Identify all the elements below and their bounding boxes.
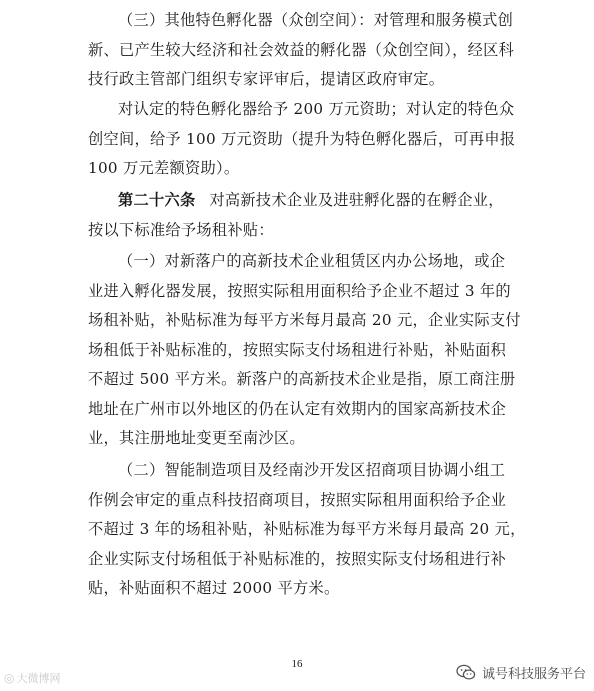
text-line: 新、已产生较大经济和社会效益的孵化器（众创空间），经区科 xyxy=(88,40,515,59)
watermark-left xyxy=(4,670,60,686)
text-line: 业，其注册地址变更至南沙区。 xyxy=(88,429,305,447)
text-line: （三）其他特色孵化器（众创空间）：对管理和服务模式创 xyxy=(118,11,514,29)
weibo-icon: ◎ xyxy=(4,671,15,685)
page-number: 16 xyxy=(291,658,303,670)
wechat-icon xyxy=(456,664,476,681)
text-line: 场租补贴，补贴标准为每平方米每月最高 20 元，企业实际支付 xyxy=(88,311,521,329)
text-line: 对认定的特色孵化器给予 200 万元资助；对认定的特色众 xyxy=(118,100,515,118)
text-line: 作例会审定的重点科技招商项目，按照实际租用面积给予企业 xyxy=(88,490,507,509)
watermark-left-text: 大微博网 xyxy=(16,672,61,685)
text-line: 不超过 3 年的场租补贴，补贴标准为每平方米每月最高 20 元， xyxy=(88,520,526,538)
text-line: （二）智能制造项目及经南沙开发区招商项目协调小组工 xyxy=(118,461,506,479)
text-line: （一）对新落户的高新技术企业租赁区内办公场地，或企 xyxy=(118,252,506,270)
paragraph-item-two xyxy=(88,456,528,604)
text-line: 按以下标准给予场租补贴： xyxy=(88,220,274,239)
text-line: 技行政主管部门组织专家评审后，提请区政府审定。 xyxy=(88,70,445,88)
paragraph-incubator-other xyxy=(88,6,528,95)
text-line: 不超过 500 平方米。新落户的高新技术企业是指，原工商注册 xyxy=(88,370,516,388)
paragraph-item-one xyxy=(88,247,528,454)
text-line: 业进入孵化器发展，按照实际租用面积给予企业不超过 3 年的 xyxy=(88,281,511,300)
text-line xyxy=(88,186,528,216)
article-text: 对高新技术企业及进驻孵化器的在孵企业， xyxy=(209,191,504,209)
text-line: 企业实际支付场租低于补贴标准的，按照实际支付场租进行补 xyxy=(88,549,507,568)
watermark-right xyxy=(456,663,586,682)
paragraph-article-26 xyxy=(88,186,528,245)
text-line: 地址在广州市以外地区的仍在认定有效期内的国家高新技术企 xyxy=(88,399,507,418)
watermark-right-text: 诚号科技服务平台 xyxy=(481,667,586,682)
text-line: 100 万元差额资助）。 xyxy=(88,159,240,177)
text-line: 贴，补贴面积不超过 2000 平方米。 xyxy=(88,579,340,597)
paragraph-funding xyxy=(88,95,528,184)
article-number: 第二十六条 xyxy=(118,191,196,209)
text-line: 创空间，给予 100 万元资助（提升为特色孵化器后，可再申报 xyxy=(88,129,516,148)
text-line: 场租低于补贴标准的，按照实际支付场租进行补贴，补贴面积 xyxy=(88,340,507,359)
